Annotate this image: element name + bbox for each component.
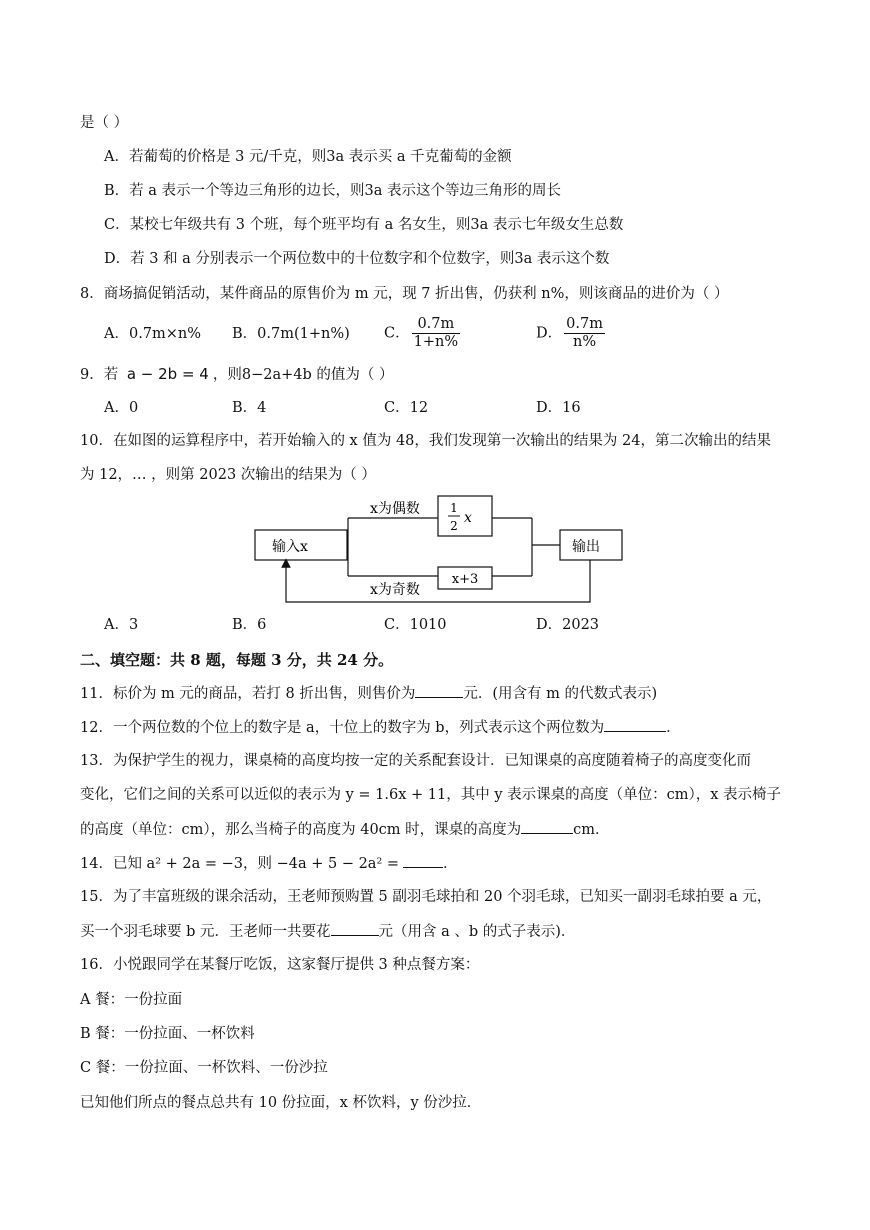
section-heading: 二、填空题：共 8 题，每题 3 分，共 24 分。 <box>80 651 394 669</box>
answer-blank <box>521 819 573 834</box>
answer-blank <box>331 921 379 936</box>
q7-option-c: C．某校七年级共有 3 个班，每个班平均有 a 名女生，则3a 表示七年级女生总数 <box>104 217 624 233</box>
q13-text-a: 的高度（单位：cm），那么当椅子的高度为 40cm 时，课桌的高度为 <box>80 822 522 838</box>
q8-stem: 8．商场搞促销活动，某件商品的原售价为 m 元，现 7 折出售，仍获利 n%，则该商品的进价为（ ） <box>80 286 729 302</box>
q10-option-d: D．2023 <box>536 617 600 633</box>
q14 <box>80 853 458 874</box>
q9-stem <box>80 364 393 385</box>
q7-option-a: A．若葡萄的价格是 3 元/千克，则3a 表示买 a 千克葡萄的金额 <box>104 149 512 165</box>
odd-label: x为奇数 <box>370 582 420 598</box>
q7-option-b: B．若 a 表示一个等边三角形的边长，则3a 表示这个等边三角形的周长 <box>104 183 561 199</box>
fraction-denominator: n% <box>572 334 597 350</box>
q10-stem-line1: 10．在如图的运算程序中，若开始输入的 x 值为 48，我们发现第一次输出的结果为 24，第二次输出的结果 <box>80 433 771 449</box>
q16-meal-c: C 餐：一份拉面、一杯饮料、一份沙拉 <box>80 1060 328 1076</box>
fraction-numerator: 0.7m <box>566 316 603 332</box>
plus3-label: x+3 <box>451 572 479 587</box>
even-label: x为偶数 <box>370 501 420 517</box>
q15-line1: 15．为了丰富班级的课余活动，王老师预购置 5 副羽毛球拍和 20 个羽毛球，已知买一副羽毛球拍要 a 元， <box>80 889 772 905</box>
q16-meal-b: B 餐：一份拉面、一杯饮料 <box>80 1026 255 1042</box>
half-variable: x <box>464 510 472 526</box>
q8-option-d <box>536 316 607 351</box>
q9-option-b: B．4 <box>232 400 267 416</box>
q13-line1: 13．为保护学生的视力，课桌椅的高度均按一定的关系配套设计．已知课桌的高度随着椅子的高度变化而 <box>80 753 751 769</box>
q8-option-b: B．0.7m(1+n%) <box>232 326 350 342</box>
q16-given: 已知他们所点的餐点总共有 10 份拉面，x 杯饮料，y 份沙拉． <box>80 1095 482 1111</box>
input-label: 输入x <box>272 539 308 555</box>
q15-text-a: 买一个羽毛球要 b 元．王老师一共要花 <box>80 924 331 940</box>
answer-blank <box>415 683 463 698</box>
q11-text-b: 元．(用含有 m 的代数式表示) <box>463 686 658 702</box>
q9-equation: a − 2b = 4 <box>126 365 209 383</box>
q15-text-b: 元（用含 a 、b 的式子表示)． <box>378 924 576 940</box>
output-label: 输出 <box>572 539 600 555</box>
q13-text-b: cm． <box>573 822 610 838</box>
q11-text-a: 11．标价为 m 元的商品，若打 8 折出售，则售价为 <box>80 686 416 702</box>
q12 <box>80 717 681 738</box>
q14-text-a: 14．已知 a² + 2a = −3，则 −4a + 5 − 2a² = <box>80 856 400 872</box>
q13-line3 <box>80 819 610 840</box>
q10-flow-diagram <box>250 493 630 608</box>
q12-text-b: ． <box>666 720 681 736</box>
q11 <box>80 683 657 704</box>
q9-stem-prefix: 9．若 <box>80 367 119 383</box>
q10-option-a: A．3 <box>104 617 139 633</box>
q8-option-c-fraction <box>412 316 461 351</box>
fraction-denominator: 1+n% <box>413 334 459 350</box>
q8-option-d-label: D． <box>536 325 563 342</box>
q8-option-c <box>384 316 462 351</box>
q15-line2 <box>80 921 575 942</box>
q16-meal-a: A 餐：一份拉面 <box>80 992 183 1008</box>
q8-option-d-fraction <box>564 316 605 351</box>
q12-text-a: 12．一个两位数的个位上的数字是 a，十位上的数字为 b，列式表示这个两位数为 <box>80 720 605 736</box>
fraction-numerator: 0.7m <box>412 316 461 334</box>
q9-option-d: D．16 <box>536 400 581 416</box>
q10-stem-line2: 为 12，… ，则第 2023 次输出的结果为（ ） <box>80 467 376 483</box>
half-denominator: 2 <box>450 519 458 533</box>
q10-option-c: C．1010 <box>384 617 447 633</box>
q7-stem-end: 是（ ） <box>80 115 129 131</box>
q13-line2: 变化，它们之间的关系可以近似的表示为 y = 1.6x + 11，其中 y 表示课桌的高度（单位：cm），x 表示椅子 <box>80 787 782 803</box>
q7-option-d: D．若 3 和 a 分别表示一个两位数中的十位数字和个位数字，则3a 表示这个数 <box>104 251 610 267</box>
q9-option-a: A．0 <box>104 400 139 416</box>
q10-option-b: B．6 <box>232 617 267 633</box>
q9-option-c: C．12 <box>384 400 429 416</box>
q8-option-c-label: C． <box>384 325 410 342</box>
q9-stem-suffix: ，则8−2a+4b 的值为（ ） <box>212 367 394 383</box>
q14-text-b: ． <box>443 856 458 872</box>
half-numerator: 1 <box>450 501 458 515</box>
answer-blank <box>403 853 443 868</box>
q16-stem: 16．小悦跟同学在某餐厅吃饭，这家餐厅提供 3 种点餐方案： <box>80 957 480 973</box>
q8-option-a: A．0.7m×n% <box>104 326 202 342</box>
answer-blank <box>604 717 666 732</box>
